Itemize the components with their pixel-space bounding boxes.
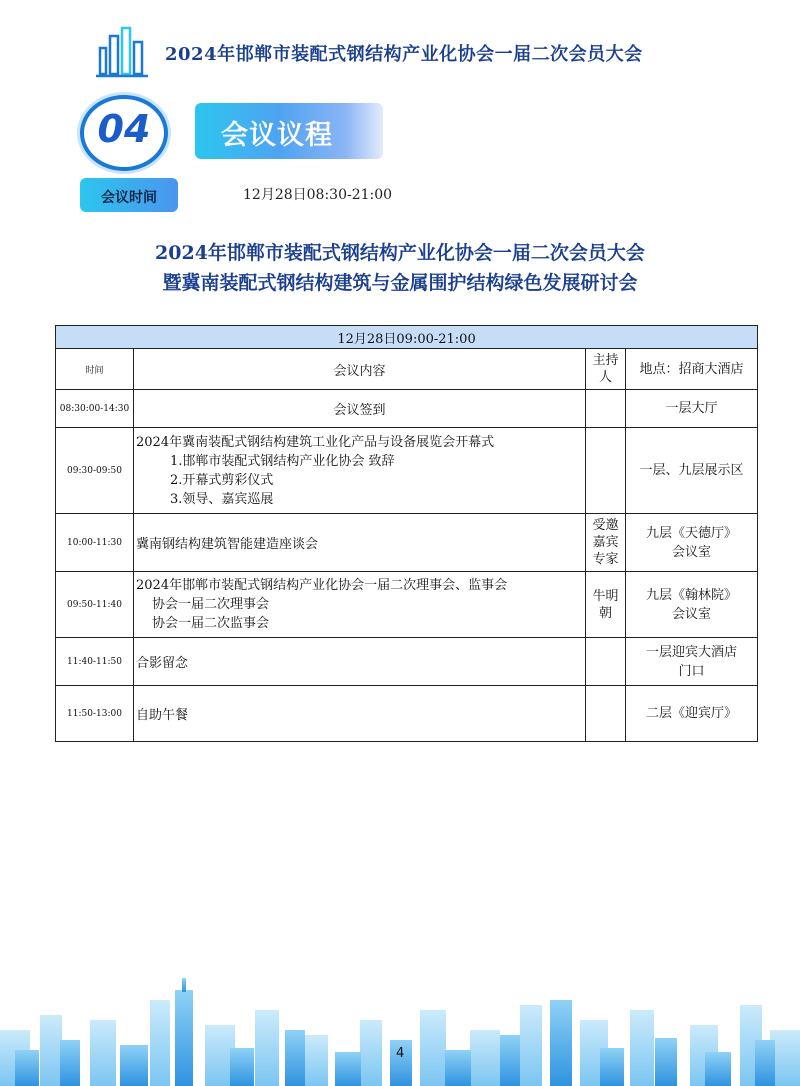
header-title: 2024年邯郸市装配式钢结构产业化协会一届二次会员大会 <box>165 44 643 65</box>
agenda-date-row <box>56 326 758 349</box>
section-title: 会议议程 <box>221 120 333 151</box>
agenda-date: 12月28日09:00-21:00 <box>56 326 758 349</box>
table-row <box>56 390 758 428</box>
main-title-line2: 暨冀南装配式钢结构建筑与金属围护结构绿色发展研讨会 <box>162 272 638 294</box>
row-time: 08:30:00-14:30 <box>56 390 134 428</box>
main-title-line1: 2024年邯郸市装配式钢结构产业化协会一届二次会员大会 <box>155 242 645 264</box>
row-content-line: 2024年冀南装配式钢结构建筑工业化产品与设备展览会开幕式 <box>136 434 495 450</box>
agenda-table <box>55 325 758 742</box>
row-host <box>586 428 626 514</box>
row-venue: 二层《迎宾厅》 <box>626 686 758 742</box>
row-content-line: 协会一届二次监事会 <box>152 616 270 631</box>
row-content-line: 协会一届二次理事会 <box>152 597 270 612</box>
building-logo-icon <box>96 26 148 78</box>
row-content: 自助午餐 <box>134 686 586 742</box>
row-venue <box>626 638 758 686</box>
row-host-line: 嘉宾 <box>592 535 619 550</box>
row-content-line: 3.领导、嘉宾巡展 <box>170 491 274 507</box>
row-content: 冀南钢结构建筑智能建造座谈会 <box>134 514 586 572</box>
row-host-line: 牛明 <box>592 588 619 604</box>
header-host: 主持人 <box>586 349 626 390</box>
row-time: 10:00-11:30 <box>56 514 134 572</box>
table-row <box>56 514 758 572</box>
row-content: 合影留念 <box>134 638 586 686</box>
row-host <box>586 514 626 572</box>
row-host-line: 朝 <box>598 605 612 621</box>
section-number-badge <box>80 95 168 171</box>
table-row <box>56 572 758 638</box>
table-row <box>56 428 758 514</box>
city-skyline-decoration <box>0 960 800 1086</box>
main-title <box>0 238 800 298</box>
row-time: 09:50-11:40 <box>56 572 134 638</box>
row-venue-line: 门口 <box>678 663 705 679</box>
page-header <box>0 0 800 90</box>
page-number: 4 <box>396 1046 405 1061</box>
table-row <box>56 638 758 686</box>
row-venue: 一层大厅 <box>626 390 758 428</box>
row-time: 09:30-09:50 <box>56 428 134 514</box>
row-venue-line: 会议室 <box>672 544 712 560</box>
row-venue <box>626 514 758 572</box>
row-venue-line: 九层《翰林院》 <box>646 587 738 603</box>
row-time: 11:40-11:50 <box>56 638 134 686</box>
section-number: 04 <box>97 107 151 151</box>
row-content-line: 2.开幕式剪彩仪式 <box>170 472 274 488</box>
row-content <box>134 572 586 638</box>
row-venue-line: 一层迎宾大酒店 <box>646 644 738 660</box>
header-content: 会议内容 <box>134 349 586 390</box>
row-host <box>586 686 626 742</box>
row-host-line: 受邀 <box>592 518 619 533</box>
row-host <box>586 572 626 638</box>
row-venue <box>626 572 758 638</box>
meeting-time-label-box <box>80 178 178 212</box>
row-time: 11:50-13:00 <box>56 686 134 742</box>
row-host <box>586 390 626 428</box>
row-content: 会议签到 <box>134 390 586 428</box>
row-venue-line: 九层《天德厅》 <box>646 525 738 541</box>
meeting-time-value: 12月28日08:30-21:00 <box>243 187 393 203</box>
header-venue: 地点：招商大酒店 <box>626 349 758 390</box>
row-content-line: 2024年邯郸市装配式钢结构产业化协会一届二次理事会、监事会 <box>136 578 508 593</box>
header-time: 时间 <box>56 349 134 390</box>
agenda-header-row <box>56 349 758 390</box>
row-host <box>586 638 626 686</box>
row-content <box>134 428 586 514</box>
meeting-time-label: 会议时间 <box>101 190 157 206</box>
section-title-banner <box>195 103 383 159</box>
row-content-line: 1.邯郸市装配式钢结构产业化协会 致辞 <box>170 453 395 469</box>
row-venue-line: 会议室 <box>672 606 712 622</box>
row-host-line: 专家 <box>592 552 619 567</box>
row-venue: 一层、九层展示区 <box>626 428 758 514</box>
table-row <box>56 686 758 742</box>
